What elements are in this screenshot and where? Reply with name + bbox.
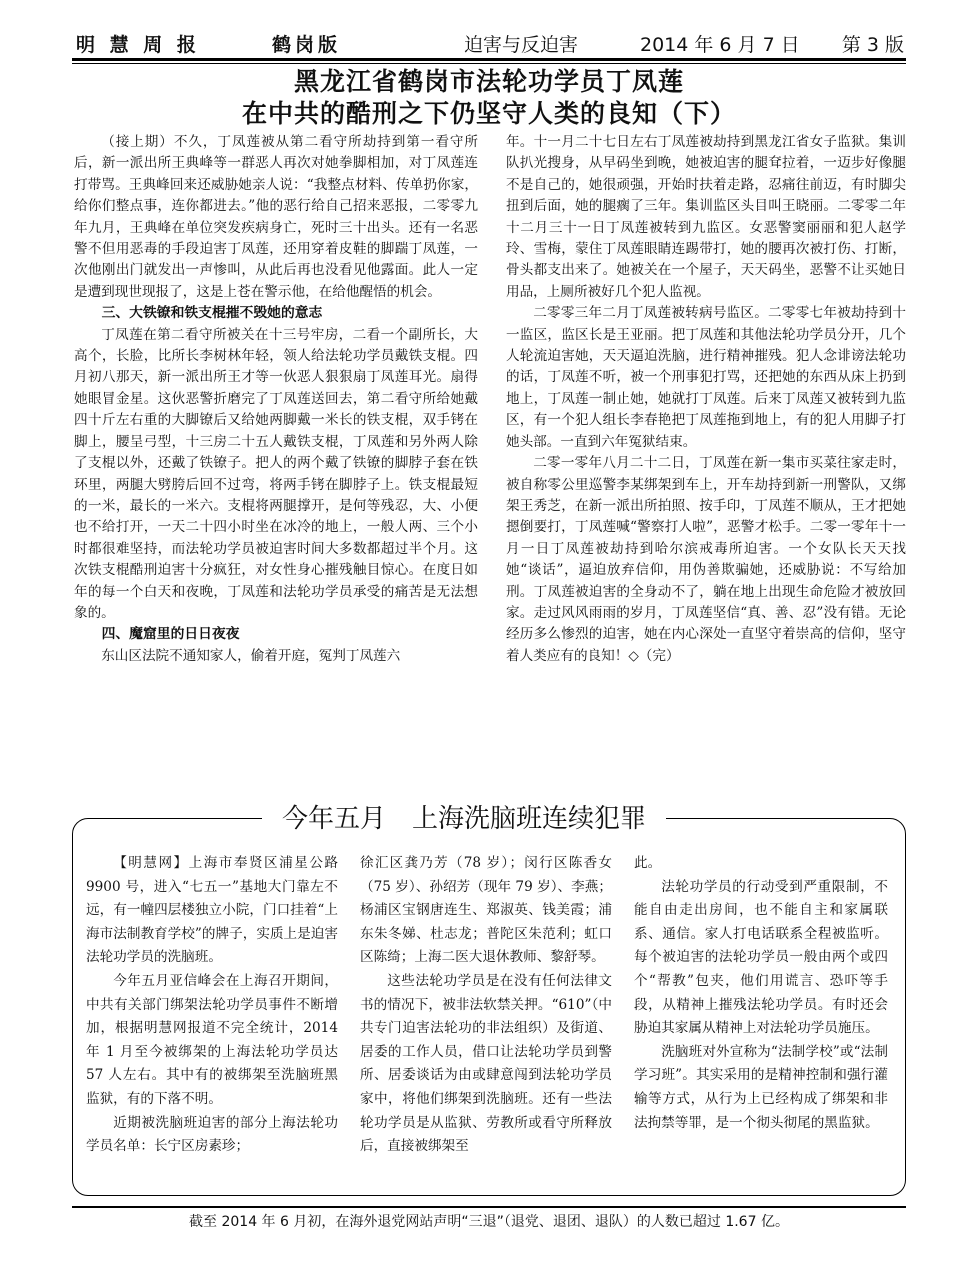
issue-date: 2014 年 6 月 7 日: [640, 34, 800, 56]
article-column-2: [506, 132, 906, 792]
news-paragraph: 近期被洗脑班迫害的部分上海法轮功学员名单：长宁区房素珍；: [86, 1114, 338, 1155]
article-paragraph: （接上期）不久，丁凤莲被从第二看守所劫持到第一看守所后，新一派出所王典峰等一群恶人再次对她拳脚相加，对丁凤莲连打带骂。王典峰回来还威胁她亲人说：“我整点材料、传单扔你家，给你们整点事，连你都进去。”他的恶行给自己招来恶报，二零零九年九月，王典峰在单位突发疾病身亡，死时三十出头。还有一名恶警不但用恶毒的手段迫害丁凤莲，还用穿着皮鞋的脚踹丁凤莲，一次他刚出门就发出一声惨叫，从此后再也没看见他露面。此人一定是遭到现世现报了，这是上苍在警示他，在给他醒悟的机会。: [74, 134, 478, 300]
page-header: [72, 30, 906, 60]
article-paragraph: 东山区法院不通知家人，偷着开庭，冤判丁凤莲六: [101, 647, 401, 664]
header-rule-thin: [72, 63, 906, 64]
news-paragraph: 法轮功学员的行动受到严重限制，不能自由走出房间，也不能自主和家属联系、通信。家人打电话联系全程被监听。每个被迫害的法轮功学员一般由两个或四个“帮教”包夹，他们用谎言、恐吓等手段，从精神上摧残法轮功学员。有时还会胁迫其家属从精神上对法轮功学员施压。: [634, 878, 888, 1037]
news-box-column-1: [86, 852, 338, 1192]
section-heading: 三、大铁镣和铁支棍摧不毁她的意志: [101, 305, 323, 322]
article-paragraph: 二零零三年二月丁凤莲被转病号监区。二零零七年被劫持到十一监区，监区长是王亚丽。把丁凤莲和其他法轮功学员分开，几个人轮流迫害她，天天逼迫洗脑，进行精神摧残。犯人念诽谤法轮功的话，丁凤莲不听，被一个刑事犯打骂，还把她的东西从床上扔到地上，丁凤莲一制止她，她就打丁凤莲。后来丁凤莲又被转到九监区，有一个犯人组长李春艳把丁凤莲拖到地上，有的犯人用脚子打她头部。一直到六年冤狱结束。: [506, 305, 906, 450]
footer-note: 截至 2014 年 6 月初，在海外退党网站声明“三退”（退党、退团、退队）的人数已超过 1.67 亿。: [189, 1214, 789, 1230]
article-title-line1: 黑龙江省鹤岗市法轮功学员丁凤莲: [293, 67, 684, 96]
news-box-title: 今年五月 上海洗脑班连续犯罪: [262, 802, 666, 836]
article-paragraph: 丁凤莲在第二看守所被关在十三号牢房，二看一个副所长，大高个，长脸，比所长李树林年轻，领人给法轮功学员戴铁支棍。四月初八那天，新一派出所王才等一伙恶人狠狠扇丁凤莲耳光。扇得她眼冒金星。这伙恶警折磨完了丁凤莲送回去，第二看守所给她戴四十斤左右重的大脚镣后又给她两脚戴一米长的铁支棍，双手铐在脚上，腰呈弓型，十三房二十五人戴铁支棍，丁凤莲和另外两人除了支棍以外，还戴了铁镣子。把人的两个戴了铁镣的脚脖子套在铁环里，两腿大劈胯后回不过弯，将两手铐在脚脖子上。铁支棍最短的一米，最长的一米六。支棍将两腿撑开，是何等残忍，大、小便也不给打开，一天二十四小时坐在冰冷的地上，一般人两、三个小时都很难坚持，而法轮功学员被迫害时间大多数都超过半个月。这次铁支棍酷刑迫害十分疯狂，对女性身心摧残触目惊心。在度日如年的每一个白天和夜晚，丁凤莲和法轮功学员承受的痛苦是无法想象的。: [74, 326, 478, 621]
footer-rule: [72, 1206, 906, 1208]
news-paragraph: 这些法轮功学员是在没有任何法律文书的情况下，被非法软禁关押。“610”（中共专门迫害法轮功的非法组织）及街道、居委的工作人员，借口让法轮功学员到警所、居委谈话为由或肆意闯到法轮功学员家中，将他们绑架到洗脑班。还有一些法轮功学员是从监狱、劳教所或看守所释放后，直接被绑架至: [360, 972, 612, 1155]
newspaper-name: 明 慧 周 报: [76, 34, 200, 56]
news-paragraph: 此。: [634, 855, 662, 871]
section-heading: 四、魔窟里的日日夜夜: [101, 626, 240, 643]
news-paragraph: 【明慧网】上海市奉贤区浦星公路 9900 号，进入“七五一”基地大门靠左不远，有一幢四层楼独立小院，门口挂着“上海市法制教育学校”的牌子，实质上是迫害法轮功学员的洗脑班。: [86, 855, 338, 966]
news-box-column-2: [360, 852, 612, 1192]
article-column-1: [74, 132, 478, 782]
edition-name: 鹤岗版: [272, 34, 342, 56]
news-paragraph: 今年五月亚信峰会在上海召开期间，中共有关部门绑架法轮功学员事件不断增加，根据明慧网报道不完全统计，2014 年 1 月至今被绑架的上海法轮功学员达 57 人左右。其中有的被绑架至洗脑班黑监狱，有的下落不明。: [86, 972, 338, 1107]
page-number: 第 3 版: [841, 34, 904, 56]
news-paragraph: 徐汇区龚乃芳（78 岁）；闵行区陈香女（75 岁）、孙绍芳（现年 79 岁）、李燕；杨浦区宝钢唐连生、郑淑英、钱美霞；浦东朱冬娣、杜志龙；普陀区朱范利；虹口区陈绮；上海二医大退休教师、黎舒琴。: [360, 855, 612, 966]
section-name: 迫害与反迫害: [464, 34, 579, 56]
news-box-column-3: [634, 852, 888, 1192]
news-paragraph: 洗脑班对外宣称为“法制学校”或“法制学习班”。其实采用的是精神控制和强行灌输等方式，从行为上已经构成了绑架和非法拘禁等罪，是一个彻头彻尾的黑监狱。: [634, 1043, 888, 1131]
article-paragraph: 二零一零年八月二十二日，丁凤莲在新一集市买菜往家走时，被自称零公里巡警李某绑架到车上，开车劫持到新一刑警队，又绑架王秀芝，在新一派出所拍照、按手印，丁凤莲不顺从，王才把她摁倒要打，丁凤莲喊“警察打人啦”，恶警才松手。二零一零年十一月一日丁凤莲被劫持到哈尔滨戒毒所迫害。一个女队长天天找她“谈话”，逼迫放弃信仰，用伪善欺骗她，还威胁说：不写给加刑。丁凤莲被迫害的全身动不了，躺在地上出现生命危险才被放回家。走过风风雨雨的岁月，丁凤莲坚信“真、善、忍”没有错。无论经历多么惨烈的迫害，她在内心深处一直坚守着崇高的信仰，坚守着人类应有的良知！◇（完）: [506, 455, 906, 664]
article-paragraph: 年。十一月二十七日左右丁凤莲被劫持到黑龙江省女子监狱。集训队扒光搜身，从早码坐到晚，她被迫害的腿耷拉着，一迈步好像腿不是自己的，她很顽强，开始时扶着走路，忍痛往前迈，有时脚尖扭到后面，她的腿瘸了三年。集训监区头目叫王晓丽。二零零二年十二月三十一日丁凤莲被转到九监区。女恶警窦丽丽和犯人赵学玲、雪梅，蒙住丁凤莲眼睛连踢带打，她的腰再次被打伤、打断，骨头都支出来了。她被关在一个屋子，天天码坐，恶警不让买她日用品，上厕所被好几个犯人监视。: [506, 134, 906, 300]
article-title-line2: 在中共的酷刑之下仍坚守人类的良知（下）: [241, 99, 736, 128]
header-rule-thick: [72, 58, 906, 61]
